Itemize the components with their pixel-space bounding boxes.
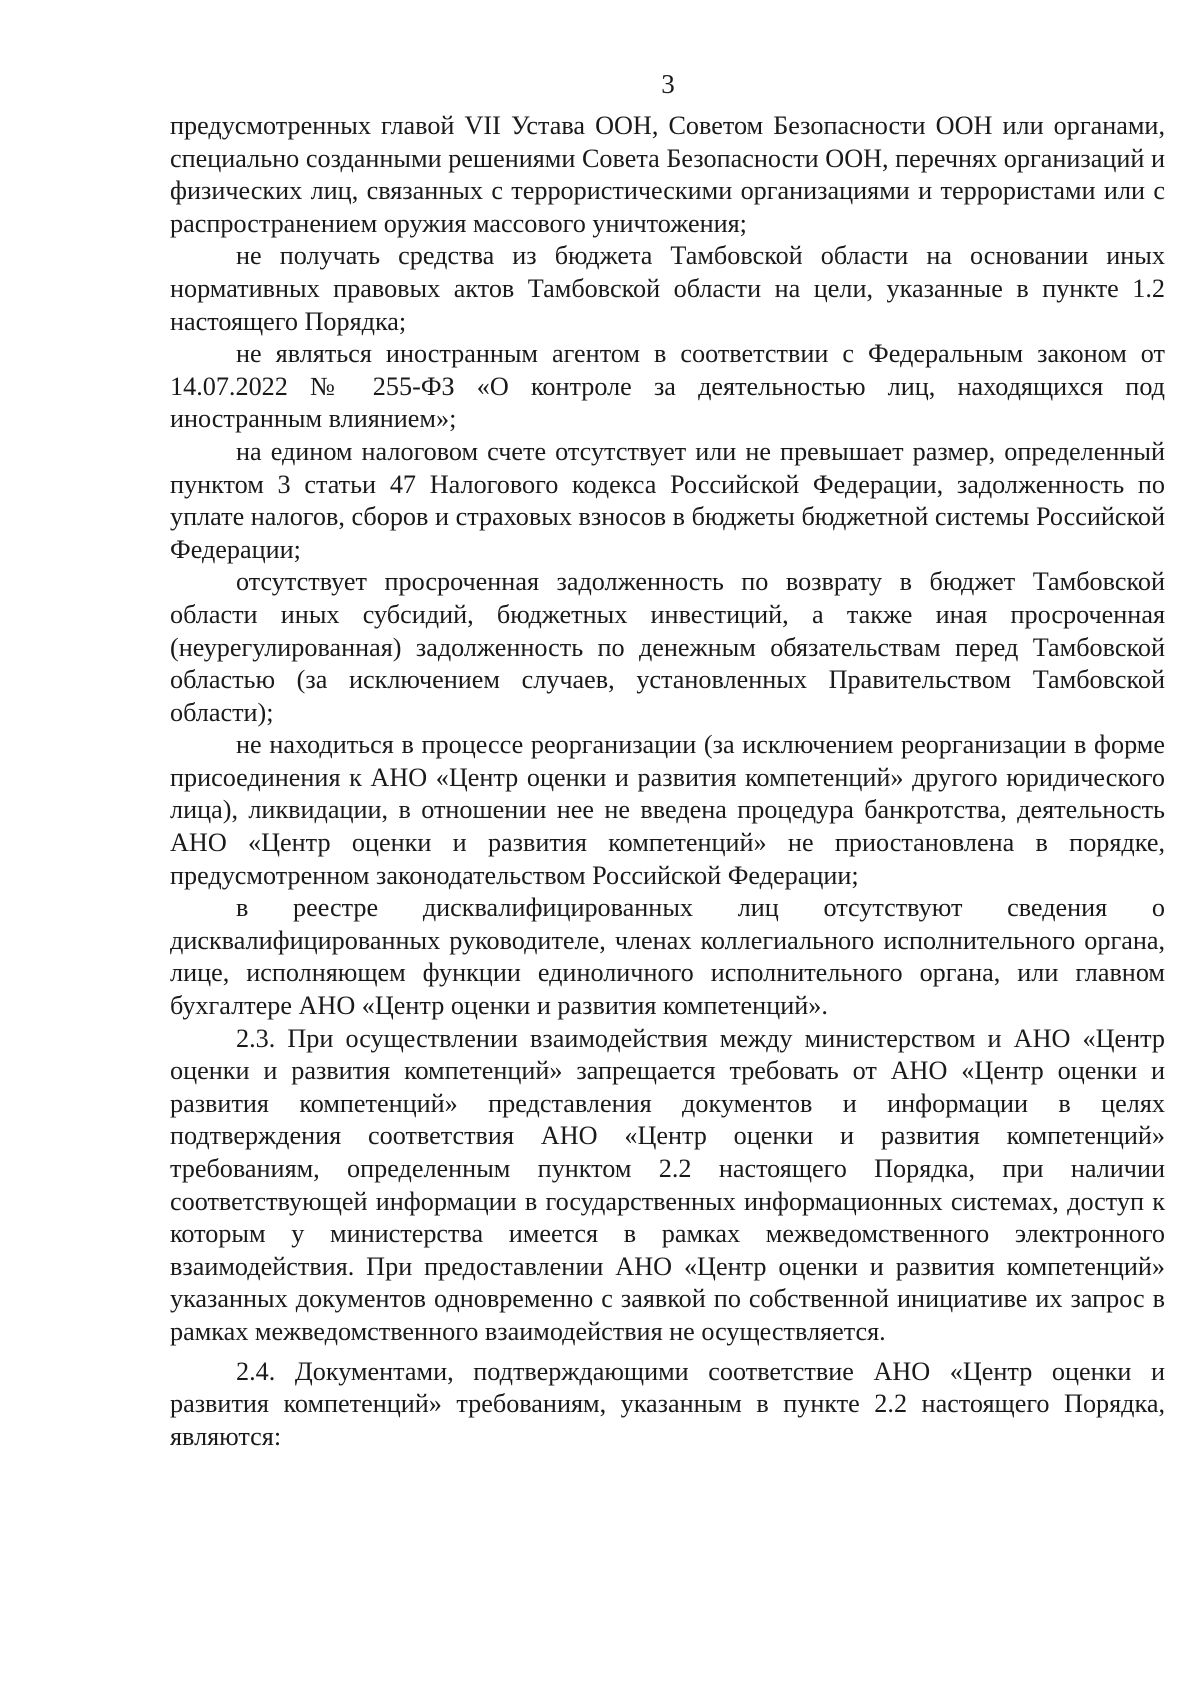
paragraph-overdue-debt: отсутствует просроченная задолженность по возврату в бюджет Тамбовской области иных субсидий, бюджетных инвестиций, а также иная просроченная (неурегулированная) задолженность по денежным обязательствам перед Тамбовской областью (за исключением случаев, установленных Правительством Тамбовской области); <box>170 567 1165 727</box>
paragraph-reorganization: не находиться в процессе реорганизации (за исключением реорганизации в форме присоединения к АНО «Центр оценки и развития компетенций» другого юридического лица), ликвидации, в отношении нее не введена процедура банкротства, деятельность АНО «Центр оценки и развития компетенций» не приостановлена в порядке, предусмотренном законодательством Российской Федерации; <box>170 730 1165 890</box>
document-body <box>170 110 1165 1453</box>
paragraph-section-2-4: 2.4. Документами, подтверждающими соответствие АНО «Центр оценки и развития компетенций» требованиям, указанным в пункте 2.2 настоящего Порядка, являются: <box>170 1356 1165 1451</box>
paragraph-tax-debt: на едином налоговом счете отсутствует или не превышает размер, определенный пунктом 3 статьи 47 Налогового кодекса Российской Федерации, задолженность по уплате налогов, сборов и страховых взносов в бюджеты бюджетной системы Российской Федерации; <box>170 436 1165 564</box>
paragraph-section-2-3: 2.3. При осуществлении взаимодействия между министерством и АНО «Центр оценки и развития компетенций» запрещается требовать от АНО «Центр оценки и развития компетенций» представления документов и информации в целях подтверждения соответствия АНО «Центр оценки и развития компетенций» требованиям, определенным пунктом 2.2 настоящего Порядка, при наличии соответствующей информации в государственных информационных системах, доступ к которым у министерства имеется в рамках межведомственного электронного взаимодействия. При предоставлении АНО «Центр оценки и развития компетенций» указанных документов одновременно с заявкой по собственной инициативе их запрос в рамках межведомственного взаимодействия не осуществляется. <box>170 1023 1165 1346</box>
paragraph-disqualified-registry: в реестре дисквалифицированных лиц отсутствуют сведения о дисквалифицированных руководителе, членах коллегиального исполнительного органа, лице, исполняющем функции единоличного исполнительного органа, или главном бухгалтере АНО «Центр оценки и развития компетенций». <box>170 893 1165 1021</box>
paragraph-continuation: предусмотренных главой VII Устава ООН, Советом Безопасности ООН или органами, специально созданными решениями Совета Безопасности ООН, перечнях организаций и физических лиц, связанных с террористическими организациями и террористами или с распространением оружия массового уничтожения; <box>170 111 1165 238</box>
page-number: 3 <box>661 69 675 99</box>
paragraph-budget-funds: не получать средства из бюджета Тамбовской области на основании иных нормативных правовых актов Тамбовской области на цели, указанные в пункте 1.2 настоящего Порядка; <box>170 241 1165 336</box>
paragraph-foreign-agent: не являться иностранным агентом в соответствии с Федеральным законом от 14.07.2022 № 255-ФЗ «О контроле за деятельностью лиц, находящихся под иностранным влиянием»; <box>170 339 1165 434</box>
